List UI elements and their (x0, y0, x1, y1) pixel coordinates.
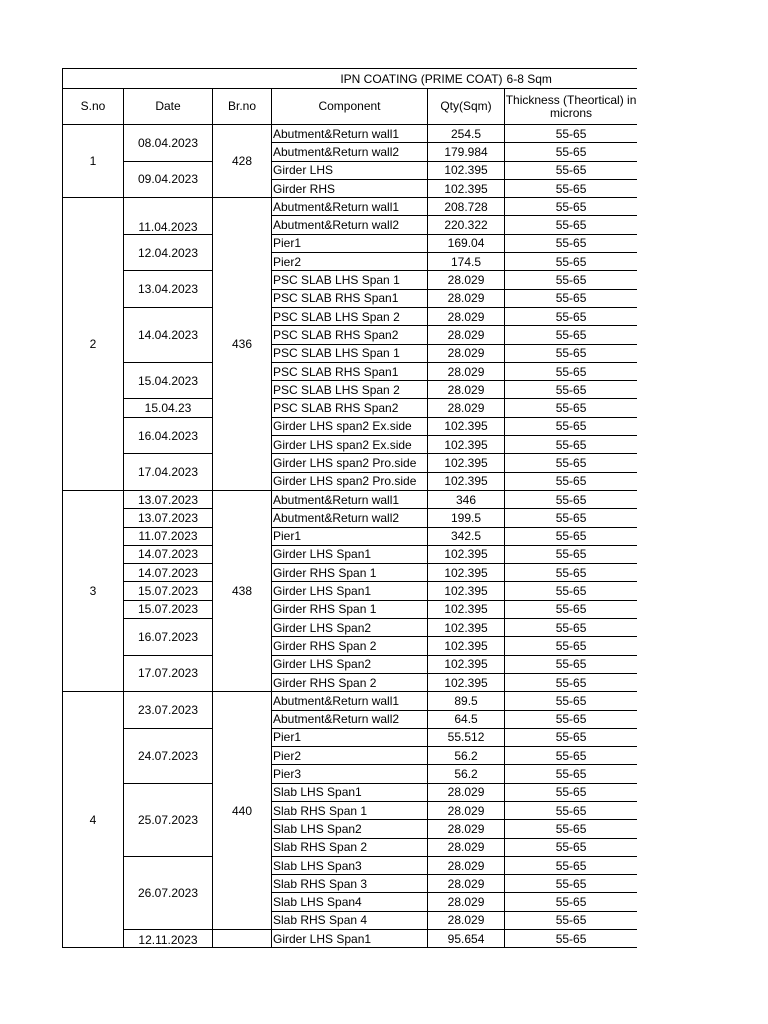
qty-cell: 102.395 (428, 600, 505, 618)
table-row (63, 930, 638, 948)
thickness-cell: 55-65 (505, 399, 637, 417)
thickness-cell: 55-65 (505, 801, 637, 819)
component-cell: Abutment&Return wall1 (272, 125, 428, 143)
component-cell: Girder LHS (272, 161, 428, 179)
date-cell: 14.04.2023 (124, 307, 213, 362)
table-row (63, 655, 638, 673)
table-row (63, 307, 638, 325)
table-row (63, 692, 638, 710)
qty-cell: 199.5 (428, 509, 505, 527)
qty-cell: 28.029 (428, 783, 505, 801)
thickness-cell: 55-65 (505, 838, 637, 856)
qty-cell: 102.395 (428, 545, 505, 563)
thickness-cell: 55-65 (505, 545, 637, 563)
date-cell: 16.07.2023 (124, 619, 213, 656)
thickness-cell: 55-65 (505, 289, 637, 307)
qty-cell: 56.2 (428, 765, 505, 783)
thickness-cell: 55-65 (505, 436, 637, 454)
thickness-cell: 55-65 (505, 582, 637, 600)
thickness-cell: 55-65 (505, 619, 637, 637)
table-row (63, 198, 638, 216)
qty-cell: 28.029 (428, 856, 505, 874)
thickness-cell: 55-65 (505, 527, 637, 545)
thickness-cell: 55-65 (505, 125, 637, 143)
brno-cell (213, 930, 272, 948)
thickness-cell: 55-65 (505, 783, 637, 801)
component-cell: Abutment&Return wall2 (272, 143, 428, 161)
table-row (63, 728, 638, 746)
qty-cell: 346 (428, 490, 505, 508)
qty-cell: 102.395 (428, 179, 505, 197)
header-thickness: Thickness (Theortical) in microns (505, 89, 637, 125)
qty-cell: 102.395 (428, 655, 505, 673)
thickness-cell: 55-65 (505, 472, 637, 490)
component-cell: PSC SLAB RHS Span1 (272, 289, 428, 307)
qty-cell: 28.029 (428, 344, 505, 362)
component-cell: PSC SLAB LHS Span 2 (272, 381, 428, 399)
date-cell: 11.07.2023 (124, 527, 213, 545)
component-cell: Slab RHS Span 4 (272, 911, 428, 929)
table-row (63, 234, 638, 252)
component-cell: Pier1 (272, 728, 428, 746)
table-row (63, 856, 638, 874)
component-cell: Girder RHS Span 1 (272, 600, 428, 618)
thickness-cell: 55-65 (505, 344, 637, 362)
component-cell: Pier1 (272, 527, 428, 545)
qty-cell: 220.322 (428, 216, 505, 234)
component-cell: Girder LHS Span1 (272, 930, 428, 948)
qty-cell: 28.029 (428, 326, 505, 344)
sno-cell: 2 (63, 198, 124, 491)
thickness-cell: 55-65 (505, 747, 637, 765)
date-cell: 14.07.2023 (124, 564, 213, 582)
component-cell: Girder LHS Span2 (272, 619, 428, 637)
qty-cell: 28.029 (428, 875, 505, 893)
component-cell: Girder LHS span2 Pro.side (272, 472, 428, 490)
thickness-cell: 55-65 (505, 490, 637, 508)
qty-cell: 342.5 (428, 527, 505, 545)
table-row (63, 619, 638, 637)
date-cell: 13.07.2023 (124, 490, 213, 508)
sno-cell: 3 (63, 490, 124, 691)
qty-cell: 64.5 (428, 710, 505, 728)
qty-cell: 174.5 (428, 253, 505, 271)
table-row (63, 783, 638, 801)
component-cell: Slab LHS Span1 (272, 783, 428, 801)
component-cell: Pier3 (272, 765, 428, 783)
table-row (63, 564, 638, 582)
thickness-cell: 55-65 (505, 179, 637, 197)
date-cell: 25.07.2023 (124, 783, 213, 856)
qty-cell: 102.395 (428, 454, 505, 472)
qty-cell: 89.5 (428, 692, 505, 710)
table-row (63, 545, 638, 563)
thickness-cell: 55-65 (505, 454, 637, 472)
component-cell: Girder LHS Span1 (272, 545, 428, 563)
qty-cell: 28.029 (428, 289, 505, 307)
date-cell: 15.07.2023 (124, 600, 213, 618)
date-cell: 13.07.2023 (124, 509, 213, 527)
qty-cell: 102.395 (428, 637, 505, 655)
component-cell: PSC SLAB RHS Span2 (272, 399, 428, 417)
thickness-cell: 55-65 (505, 856, 637, 874)
component-cell: Abutment&Return wall1 (272, 198, 428, 216)
component-cell: Abutment&Return wall2 (272, 710, 428, 728)
thickness-cell: 55-65 (505, 564, 637, 582)
component-cell: Girder RHS Span 2 (272, 637, 428, 655)
component-cell: Girder RHS (272, 179, 428, 197)
component-cell: Slab LHS Span2 (272, 820, 428, 838)
thickness-cell: 55-65 (505, 930, 637, 948)
component-cell: Abutment&Return wall2 (272, 509, 428, 527)
thickness-cell: 55-65 (505, 655, 637, 673)
thickness-cell: 55-65 (505, 765, 637, 783)
thickness-cell: 55-65 (505, 326, 637, 344)
thickness-cell: 55-65 (505, 820, 637, 838)
thickness-cell: 55-65 (505, 893, 637, 911)
qty-cell: 28.029 (428, 820, 505, 838)
table-row (63, 509, 638, 527)
thickness-cell: 55-65 (505, 692, 637, 710)
table-row (63, 527, 638, 545)
component-cell: Pier2 (272, 253, 428, 271)
date-cell: 08.04.2023 (124, 125, 213, 162)
component-cell: Abutment&Return wall1 (272, 692, 428, 710)
header-row (63, 89, 638, 125)
qty-cell: 102.395 (428, 582, 505, 600)
date-cell: 09.04.2023 (124, 161, 213, 198)
component-cell: Girder RHS Span 1 (272, 564, 428, 582)
component-cell: PSC SLAB LHS Span 2 (272, 307, 428, 325)
table-row (63, 399, 638, 417)
component-cell: PSC SLAB LHS Span 1 (272, 344, 428, 362)
table-row (63, 362, 638, 380)
coverage-rate: 6-8 Sqm (505, 69, 637, 89)
qty-cell: 28.029 (428, 801, 505, 819)
date-cell: 11.04.2023 (124, 198, 213, 235)
component-cell: Girder LHS Span1 (272, 582, 428, 600)
thickness-cell: 55-65 (505, 253, 637, 271)
thickness-cell: 55-65 (505, 875, 637, 893)
thickness-cell: 55-65 (505, 307, 637, 325)
date-cell: 14.07.2023 (124, 545, 213, 563)
thickness-cell: 55-65 (505, 673, 637, 691)
date-cell: 13.04.2023 (124, 271, 213, 308)
table-row (63, 600, 638, 618)
date-cell: 12.04.2023 (124, 234, 213, 271)
thickness-cell: 55-65 (505, 637, 637, 655)
thickness-cell: 55-65 (505, 600, 637, 618)
title-row (63, 69, 638, 89)
thickness-cell: 55-65 (505, 161, 637, 179)
coating-title: IPN COATING (PRIME COAT) (63, 69, 505, 89)
date-cell: 17.07.2023 (124, 655, 213, 692)
qty-cell: 102.395 (428, 564, 505, 582)
qty-cell: 102.395 (428, 417, 505, 435)
header-brno: Br.no (213, 89, 272, 125)
header-component: Component (272, 89, 428, 125)
table-row (63, 490, 638, 508)
table-row (63, 161, 638, 179)
date-cell: 24.07.2023 (124, 728, 213, 783)
date-cell: 23.07.2023 (124, 692, 213, 729)
qty-cell: 56.2 (428, 747, 505, 765)
table-row (63, 417, 638, 435)
component-cell: Girder LHS span2 Pro.side (272, 454, 428, 472)
qty-cell: 28.029 (428, 911, 505, 929)
qty-cell: 102.395 (428, 619, 505, 637)
table-row (63, 125, 638, 143)
qty-cell: 55.512 (428, 728, 505, 746)
component-cell: Abutment&Return wall1 (272, 490, 428, 508)
qty-cell: 28.029 (428, 381, 505, 399)
component-cell: Pier2 (272, 747, 428, 765)
date-cell: 15.07.2023 (124, 582, 213, 600)
component-cell: Slab LHS Span4 (272, 893, 428, 911)
component-cell: Slab LHS Span3 (272, 856, 428, 874)
thickness-cell: 55-65 (505, 216, 637, 234)
qty-cell: 179.984 (428, 143, 505, 161)
sno-cell: 1 (63, 125, 124, 198)
component-cell: Abutment&Return wall2 (272, 216, 428, 234)
component-cell: Girder LHS span2 Ex.side (272, 417, 428, 435)
date-cell: 15.04.23 (124, 399, 213, 417)
brno-cell: 440 (213, 692, 272, 930)
component-cell: PSC SLAB RHS Span2 (272, 326, 428, 344)
thickness-cell: 55-65 (505, 710, 637, 728)
component-cell: Slab RHS Span 1 (272, 801, 428, 819)
qty-cell: 102.395 (428, 673, 505, 691)
qty-cell: 102.395 (428, 436, 505, 454)
component-cell: PSC SLAB LHS Span 1 (272, 271, 428, 289)
thickness-cell: 55-65 (505, 271, 637, 289)
qty-cell: 28.029 (428, 838, 505, 856)
component-cell: Girder RHS Span 2 (272, 673, 428, 691)
thickness-cell: 55-65 (505, 911, 637, 929)
date-cell: 17.04.2023 (124, 454, 213, 491)
qty-cell: 28.029 (428, 362, 505, 380)
brno-cell: 428 (213, 125, 272, 198)
thickness-cell: 55-65 (505, 417, 637, 435)
component-cell: Girder LHS span2 Ex.side (272, 436, 428, 454)
qty-cell: 102.395 (428, 161, 505, 179)
component-cell: PSC SLAB RHS Span1 (272, 362, 428, 380)
coating-table (62, 68, 637, 948)
qty-cell: 28.029 (428, 307, 505, 325)
qty-cell: 95.654 (428, 930, 505, 948)
header-date: Date (124, 89, 213, 125)
qty-cell: 254.5 (428, 125, 505, 143)
brno-cell: 436 (213, 198, 272, 491)
component-cell: Girder LHS Span2 (272, 655, 428, 673)
component-cell: Slab RHS Span 3 (272, 875, 428, 893)
table-row (63, 454, 638, 472)
table-row (63, 271, 638, 289)
header-sno: S.no (63, 89, 124, 125)
header-qty: Qty(Sqm) (428, 89, 505, 125)
component-cell: Pier1 (272, 234, 428, 252)
thickness-cell: 55-65 (505, 509, 637, 527)
qty-cell: 28.029 (428, 893, 505, 911)
component-cell: Slab RHS Span 2 (272, 838, 428, 856)
qty-cell: 169.04 (428, 234, 505, 252)
qty-cell: 208.728 (428, 198, 505, 216)
brno-cell: 438 (213, 490, 272, 691)
date-cell: 12.11.2023 (124, 930, 213, 948)
qty-cell: 28.029 (428, 271, 505, 289)
sno-cell: 4 (63, 692, 124, 948)
qty-cell: 102.395 (428, 472, 505, 490)
thickness-cell: 55-65 (505, 234, 637, 252)
date-cell: 26.07.2023 (124, 856, 213, 929)
thickness-cell: 55-65 (505, 728, 637, 746)
date-cell: 16.04.2023 (124, 417, 213, 454)
thickness-cell: 55-65 (505, 143, 637, 161)
thickness-cell: 55-65 (505, 198, 637, 216)
date-cell: 15.04.2023 (124, 362, 213, 399)
thickness-cell: 55-65 (505, 362, 637, 380)
qty-cell: 28.029 (428, 399, 505, 417)
thickness-cell: 55-65 (505, 381, 637, 399)
table-row (63, 582, 638, 600)
coating-sheet (62, 68, 637, 954)
